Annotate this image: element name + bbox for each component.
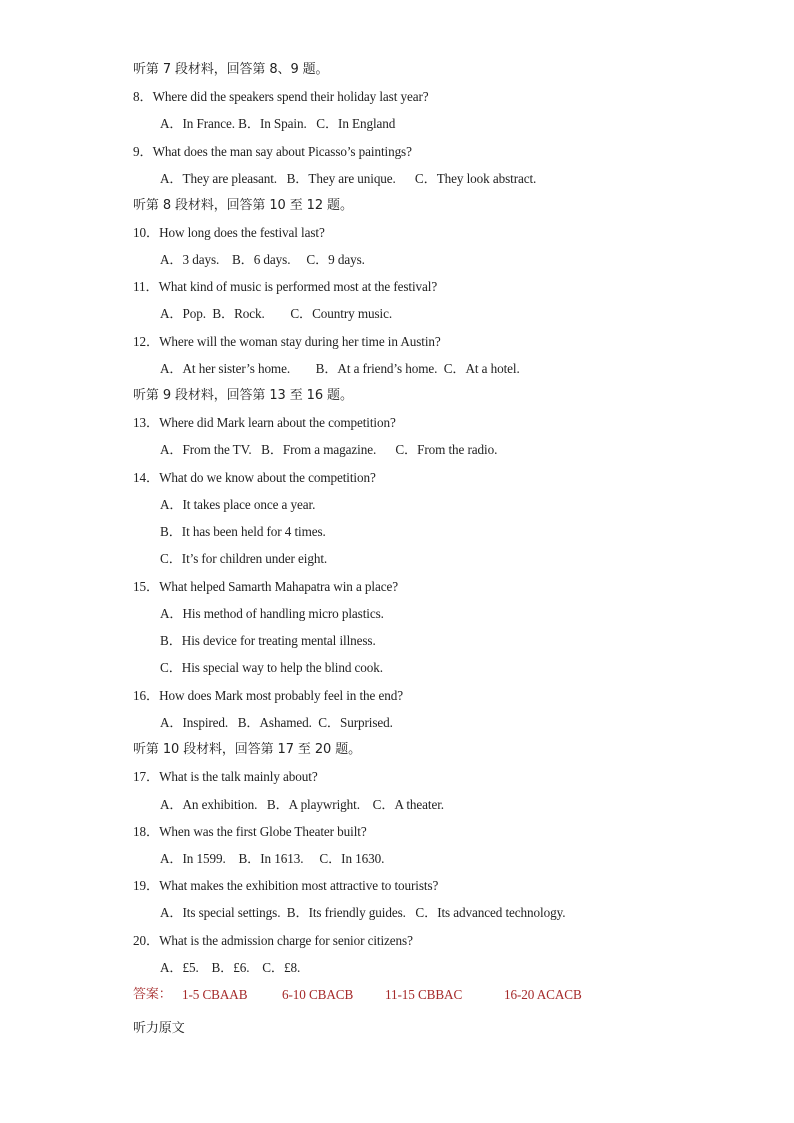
option-14a: A．It takes place once a year. [160,497,316,512]
section-heading-9: 听第 9 段材料，回答第 13 至 16 题。 [133,388,353,403]
answer-label: 答案： [133,987,172,1002]
question-10: 10．How long does the festival last? [133,225,325,240]
answer-group-3: 11-15 CBBAC [385,987,463,1002]
answer-key [133,986,733,1004]
answer-group-2: 6-10 CBACB [282,987,354,1002]
question-9: 9．What does the man say about Picasso’s paintings? [133,144,412,159]
options-12: A．At her sister’s home. B．At a friend’s home. C．At a hotel. [160,361,520,376]
question-20: 20．What is the admission charge for senior citizens? [133,933,413,948]
option-15b: B．His device for treating mental illness. [160,633,376,648]
option-15c: C．His special way to help the blind cook. [160,660,383,675]
question-14: 14．What do we know about the competition? [133,470,376,485]
answer-group-1: 1-5 CBAAB [182,987,248,1002]
section-heading-7: 听第 7 段材料，回答第 8、9 题。 [133,62,329,77]
option-14c: C．It’s for children under eight. [160,551,328,566]
options-13: A．From the TV. B．From a magazine. C．From the radio. [160,442,498,457]
question-12: 12．Where will the woman stay during her time in Austin? [133,334,441,349]
question-8: 8．Where did the speakers spend their holiday last year? [133,89,429,104]
option-15a: A．His method of handling micro plastics. [160,606,384,621]
options-18: A．In 1599. B．In 1613. C．In 1630. [160,851,385,866]
options-20: A．£5. B．£6. C．£8. [160,960,301,975]
options-10: A．3 days. B．6 days. C．9 days. [160,252,365,267]
question-18: 18．When was the first Globe Theater built? [133,824,367,839]
answer-group-4: 16-20 ACACB [504,987,582,1002]
options-16: A．Inspired. B．Ashamed. C．Surprised. [160,715,393,730]
options-11: A．Pop. B．Rock. C．Country music. [160,306,393,321]
question-16: 16．How does Mark most probably feel in the end? [133,688,403,703]
question-13: 13．Where did Mark learn about the competition? [133,415,396,430]
question-15: 15．What helped Samarth Mahapatra win a place? [133,579,399,594]
section-heading-8: 听第 8 段材料，回答第 10 至 12 题。 [133,198,353,213]
options-19: A．Its special settings. B．Its friendly guides. C．Its advanced technology. [160,905,566,920]
question-19: 19．What makes the exhibition most attractive to tourists? [133,878,439,893]
question-17: 17．What is the talk mainly about? [133,769,318,784]
question-11: 11．What kind of music is performed most at the festival? [133,279,438,294]
options-8: A．In France. B．In Spain. C．In England [160,116,396,131]
transcript-heading: 听力原文 [133,1021,185,1036]
options-17: A．An exhibition. B．A playwright. C．A theater. [160,797,445,812]
section-heading-10: 听第 10 段材料，回答第 17 至 20 题。 [133,742,362,757]
options-9: A．They are pleasant. B．They are unique. C．They look abstract. [160,171,537,186]
option-14b: B．It has been held for 4 times. [160,524,326,539]
